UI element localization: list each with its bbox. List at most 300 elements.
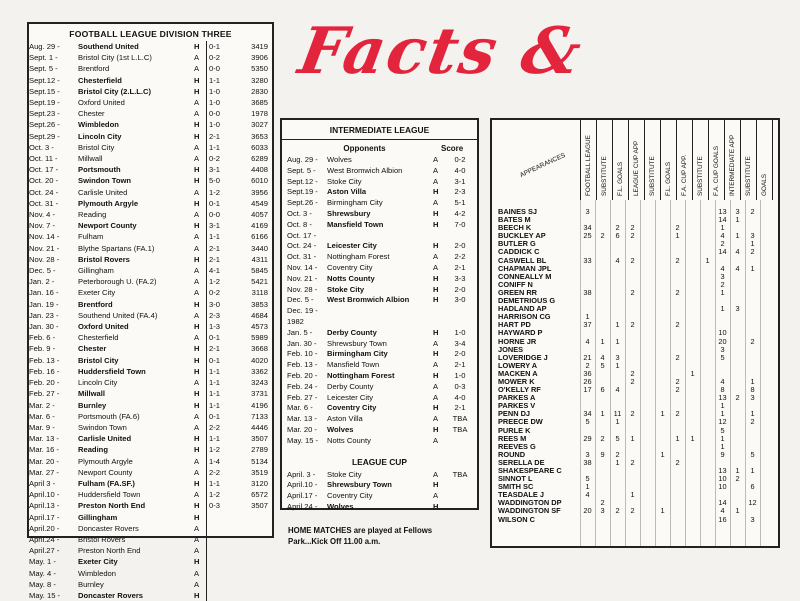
intermediate-venue: H xyxy=(433,295,439,305)
intermediate-venue: A xyxy=(433,392,439,402)
player-stat xyxy=(700,338,715,346)
player-row xyxy=(492,402,780,410)
player-stat xyxy=(760,483,775,491)
appearances-column-label: FOOTBALL LEAGUE xyxy=(585,135,592,196)
intermediate-row xyxy=(282,414,477,425)
player-stat xyxy=(655,273,670,281)
fixture-opponent: Gillingham xyxy=(78,512,118,522)
player-row xyxy=(492,427,780,435)
intermediate-opponent: Mansfield Town xyxy=(327,360,380,370)
player-stat: 1 xyxy=(660,410,665,419)
player-stat xyxy=(595,427,610,435)
appearances-column-label: LEAGUE CUP APP xyxy=(633,140,640,196)
player-stat xyxy=(730,459,745,467)
player-name: PURLE K xyxy=(498,426,531,435)
fixture-attendance: 5421 xyxy=(251,277,268,287)
intermediate-score: 1-0 xyxy=(454,370,466,380)
fixture-row xyxy=(29,265,272,276)
player-stat xyxy=(595,443,610,451)
fixture-score: 0-1 xyxy=(206,332,236,343)
intermediate-row xyxy=(282,177,477,188)
fixture-row xyxy=(29,97,272,108)
fixture-venue: A xyxy=(194,277,200,287)
fixture-opponent: Chester xyxy=(78,109,105,119)
fixture-row xyxy=(29,343,272,354)
player-stat: 5 xyxy=(720,353,725,362)
division-three-fixtures xyxy=(27,22,274,600)
fixture-row xyxy=(29,52,272,63)
fixture-attendance: 6166 xyxy=(251,232,268,242)
fixture-attendance: 1978 xyxy=(251,109,268,119)
player-row xyxy=(492,281,780,289)
player-stat xyxy=(655,402,670,410)
player-stat xyxy=(700,346,715,354)
player-stat: 10 xyxy=(718,329,727,338)
player-name: HADLAND AP xyxy=(498,305,547,314)
intermediate-row xyxy=(282,317,477,328)
intermediate-opponent: Wolves xyxy=(327,155,352,164)
intermediate-opponent: Leicester City xyxy=(327,241,377,251)
fixture-venue: H xyxy=(194,478,200,488)
player-stat xyxy=(760,386,775,394)
intermediate-row xyxy=(282,155,477,166)
player-stat: 4 xyxy=(600,353,605,362)
player-row xyxy=(492,265,780,273)
player-stat xyxy=(760,475,775,483)
intermediate-row xyxy=(282,187,477,198)
player-stat xyxy=(760,224,775,232)
intermediate-row xyxy=(282,274,477,285)
fixture-venue: A xyxy=(194,523,200,533)
fixture-date: Sept. 5 - xyxy=(29,64,58,74)
player-stat xyxy=(610,475,625,483)
player-stat: 3 xyxy=(750,232,755,241)
player-stat xyxy=(700,216,715,224)
intermediate-row xyxy=(282,436,477,447)
player-stat: 11 xyxy=(613,410,622,419)
appearances-column-headers xyxy=(580,120,788,200)
fixture-score: 1-1 xyxy=(206,75,236,86)
appearances-column-header xyxy=(612,120,628,200)
fixture-opponent: Doncaster Rovers xyxy=(78,590,143,600)
fixture-venue: A xyxy=(194,310,200,320)
player-row xyxy=(492,378,780,386)
player-stat: 2 xyxy=(675,458,680,467)
player-stat xyxy=(655,338,670,346)
player-stat: 1 xyxy=(690,434,695,443)
player-stat xyxy=(685,232,700,240)
appearances-column-header xyxy=(580,120,596,200)
player-name: CONNEALLY M xyxy=(498,272,552,281)
opponents-header: Opponents xyxy=(343,144,386,153)
intermediate-row xyxy=(282,403,477,414)
fixture-opponent: Bristol Rovers xyxy=(78,254,130,264)
intermediate-venue: H xyxy=(433,480,439,490)
intermediate-row xyxy=(282,209,477,220)
fixture-date: Jan. 19 - xyxy=(29,299,59,309)
player-stat xyxy=(685,467,700,475)
player-stat xyxy=(595,483,610,491)
fixture-score: 0-0 xyxy=(206,63,236,74)
player-row xyxy=(492,516,780,524)
player-name: WADDINGTON SF xyxy=(498,507,561,516)
player-stat xyxy=(595,224,610,232)
player-stat xyxy=(610,394,625,402)
fixture-attendance: 6572 xyxy=(251,490,268,500)
player-stat xyxy=(655,394,670,402)
player-stat xyxy=(640,354,655,362)
fixture-venue: A xyxy=(194,579,200,589)
fixture-date: Nov. 4 - xyxy=(29,210,56,220)
appearances-column-label: F.L. GOALS xyxy=(617,161,624,196)
player-stat xyxy=(655,232,670,240)
player-stat xyxy=(580,281,595,289)
player-stat xyxy=(760,467,775,475)
fixture-date: April.24 - xyxy=(29,534,60,544)
fixture-score: 2-1 xyxy=(206,131,236,142)
intermediate-date: Nov. 14 - xyxy=(287,262,318,272)
player-stat xyxy=(595,475,610,483)
player-stat xyxy=(760,410,775,418)
player-name: HART PD xyxy=(498,321,531,330)
player-stat xyxy=(730,362,745,370)
fixture-date: Feb. 6 - xyxy=(29,333,56,343)
player-stat: 3 xyxy=(750,515,755,524)
player-row xyxy=(492,224,780,232)
player-stat xyxy=(640,418,655,426)
player-stat xyxy=(730,346,745,354)
player-stat xyxy=(580,346,595,354)
fixture-opponent: Swindon Town xyxy=(78,422,127,432)
player-stat xyxy=(760,313,775,321)
fixture-venue: A xyxy=(194,467,200,477)
intermediate-score: 2-1 xyxy=(454,262,466,272)
player-stat xyxy=(685,281,700,289)
fixture-row xyxy=(29,411,272,422)
player-name: MACKEN A xyxy=(498,369,538,378)
player-stat: 2 xyxy=(630,288,635,297)
player-stat xyxy=(580,265,595,273)
player-stat xyxy=(640,224,655,232)
player-stat xyxy=(685,475,700,483)
intermediate-date: Nov. 21 - xyxy=(287,273,318,283)
player-stat: 3 xyxy=(750,394,755,403)
fixture-date: Nov. 21 - xyxy=(29,243,60,253)
player-stat xyxy=(685,338,700,346)
fixture-date: Feb. 13 - xyxy=(29,355,60,365)
fixture-date: April.10 - xyxy=(29,490,60,500)
fixture-date: Mar. 9 - xyxy=(29,422,55,432)
player-stat xyxy=(685,273,700,281)
player-stat xyxy=(685,483,700,491)
player-stat xyxy=(625,297,640,305)
player-row xyxy=(492,507,780,515)
intermediate-heading: INTERMEDIATE LEAGUE xyxy=(282,120,477,140)
fixture-venue: A xyxy=(194,243,200,253)
player-stat xyxy=(655,354,670,362)
appearances-column-header xyxy=(756,120,772,200)
player-stat xyxy=(655,418,670,426)
appearances-column-label: F.L. GOALS xyxy=(665,161,672,196)
player-stat: 1 xyxy=(615,361,620,370)
player-stat xyxy=(700,459,715,467)
fixture-row xyxy=(29,164,272,175)
player-stat xyxy=(700,410,715,418)
player-stat: 1 xyxy=(600,337,605,346)
player-stat: 5 xyxy=(750,450,755,459)
fixture-score: 1-0 xyxy=(206,97,236,108)
intermediate-opponent: Stoke City xyxy=(327,284,365,294)
player-stat: 2 xyxy=(630,377,635,386)
player-stat: 3 xyxy=(585,450,590,459)
fixture-venue: A xyxy=(194,568,200,578)
fixture-venue: H xyxy=(194,176,200,186)
fixture-row xyxy=(29,422,272,433)
player-stat xyxy=(670,338,685,346)
player-stat: 1 xyxy=(615,337,620,346)
player-stat: 2 xyxy=(735,475,740,484)
fixture-venue: A xyxy=(194,378,200,388)
player-stat xyxy=(760,232,775,240)
player-stat: 36 xyxy=(583,369,592,378)
player-stat xyxy=(730,338,745,346)
intermediate-opponent: Wolves xyxy=(327,424,354,434)
player-stat xyxy=(745,402,760,410)
fixture-row xyxy=(29,243,272,254)
player-stat xyxy=(640,216,655,224)
appearances-column-header xyxy=(596,120,612,200)
player-name: SINNOT L xyxy=(498,475,533,484)
fixture-score: 2-1 xyxy=(206,254,236,265)
intermediate-opponent: Coventry City xyxy=(327,491,373,501)
player-stat: 2 xyxy=(630,458,635,467)
player-stat xyxy=(625,362,640,370)
fixture-score: 1-2 xyxy=(206,187,236,198)
player-stat: 2 xyxy=(735,394,740,403)
intermediate-score xyxy=(443,491,477,502)
player-stat: 3 xyxy=(720,272,725,281)
fixture-attendance: 3956 xyxy=(251,187,268,197)
fixture-opponent: Lincoln City xyxy=(78,378,118,388)
fixture-venue: H xyxy=(194,557,200,567)
fixture-attendance: 3027 xyxy=(251,120,268,130)
intermediate-row xyxy=(282,470,477,481)
player-stat xyxy=(730,491,745,499)
player-stat xyxy=(700,378,715,386)
player-stat xyxy=(640,248,655,256)
player-stat: 1 xyxy=(750,467,755,475)
player-stat: 1 xyxy=(630,434,635,443)
player-stat xyxy=(670,402,685,410)
intermediate-row xyxy=(282,339,477,350)
fixture-row xyxy=(29,220,272,231)
player-stat: 10 xyxy=(718,475,727,484)
fixture-venue: A xyxy=(194,53,200,63)
player-stat xyxy=(670,483,685,491)
fixture-score: 3-1 xyxy=(206,220,236,231)
player-name: ROUND xyxy=(498,450,526,459)
intermediate-date: April.17 - xyxy=(287,491,318,501)
fixture-venue: H xyxy=(194,501,200,511)
player-stat: 2 xyxy=(600,434,605,443)
player-stat xyxy=(640,451,655,459)
player-name: TEASDALE J xyxy=(498,491,544,500)
appearances-table xyxy=(490,118,780,548)
fixture-attendance: 7133 xyxy=(251,411,268,421)
fixture-opponent: Southend United xyxy=(78,42,139,51)
player-stat xyxy=(595,418,610,426)
player-stat xyxy=(670,491,685,499)
fixture-row xyxy=(29,321,272,332)
player-row xyxy=(492,435,780,443)
player-name: BUCKLEY AP xyxy=(498,232,546,241)
player-stat xyxy=(670,248,685,256)
player-stat: 20 xyxy=(583,507,592,516)
fixture-date: Mar. 20 - xyxy=(29,456,59,466)
player-stat xyxy=(745,273,760,281)
player-stat xyxy=(625,338,640,346)
player-stat xyxy=(670,208,685,216)
player-stat xyxy=(640,208,655,216)
player-row xyxy=(492,459,780,467)
player-stat xyxy=(745,297,760,305)
fixture-score: 3-0 xyxy=(206,299,236,310)
player-stat xyxy=(655,321,670,329)
intermediate-opponent: West Bromwich Albion xyxy=(327,165,403,175)
player-stat xyxy=(760,265,775,273)
fixture-attendance: 4169 xyxy=(251,221,268,231)
player-stat: 1 xyxy=(600,410,605,419)
player-stat xyxy=(745,281,760,289)
fixture-row xyxy=(29,86,272,97)
fixture-attendance: 3685 xyxy=(251,98,268,108)
fixture-score: 0-1 xyxy=(206,411,236,422)
fixture-score: 1-1 xyxy=(206,366,236,377)
intermediate-date: Mar. 20 - xyxy=(287,424,317,434)
facts-title: Facts & xyxy=(293,14,589,89)
player-stat xyxy=(655,386,670,394)
player-stat: 1 xyxy=(585,483,590,492)
player-row xyxy=(492,232,780,240)
player-stat xyxy=(595,281,610,289)
player-stat xyxy=(730,451,745,459)
player-stat xyxy=(700,451,715,459)
player-stat xyxy=(610,281,625,289)
fixture-opponent: Oxford United xyxy=(78,322,129,332)
fixture-opponent: Preston North End xyxy=(78,501,146,511)
player-stat: 2 xyxy=(615,224,620,233)
player-stat xyxy=(745,305,760,313)
player-stat xyxy=(640,329,655,337)
fixture-attendance: 3243 xyxy=(251,378,268,388)
player-name: CONIFF N xyxy=(498,280,533,289)
player-stat xyxy=(640,378,655,386)
fixture-opponent: Burnley xyxy=(78,579,104,589)
player-row xyxy=(492,467,780,475)
player-stat: 1 xyxy=(675,434,680,443)
player-stat xyxy=(685,378,700,386)
player-stat xyxy=(595,248,610,256)
player-stat xyxy=(700,483,715,491)
player-stat xyxy=(685,516,700,524)
fixture-attendance: 3120 xyxy=(251,478,268,488)
player-stat: 1 xyxy=(750,410,755,419)
player-row xyxy=(492,410,780,418)
player-stat xyxy=(700,499,715,507)
fixture-venue: H xyxy=(194,254,200,264)
intermediate-date: April. 3 - xyxy=(287,469,316,479)
player-stat xyxy=(685,329,700,337)
fixture-attendance: 3731 xyxy=(251,389,268,399)
fixture-row xyxy=(29,209,272,220)
player-stat: 1 xyxy=(660,450,665,459)
player-stat xyxy=(760,394,775,402)
fixture-opponent: Carlisle United xyxy=(78,187,128,197)
player-stat: 3 xyxy=(600,507,605,516)
player-stat xyxy=(640,516,655,524)
appearances-column-label: SUBSTITUTE xyxy=(697,156,704,196)
player-stat xyxy=(610,378,625,386)
player-stat: 17 xyxy=(583,386,592,395)
fixture-score xyxy=(206,556,236,567)
fixture-opponent: Exeter City xyxy=(78,557,118,567)
intermediate-date: Mar. 13 - xyxy=(287,414,317,424)
player-stat xyxy=(760,248,775,256)
appearances-column-label: INTERMEDIATE APP xyxy=(729,134,736,196)
intermediate-opponent: Leicester City xyxy=(327,392,374,402)
fixture-opponent: Bristol City (1st L.L.C) xyxy=(78,53,152,63)
player-stat: 1 xyxy=(720,288,725,297)
player-stat: 26 xyxy=(583,377,592,386)
player-name: SHAKESPEARE C xyxy=(498,467,562,475)
fixture-venue: H xyxy=(194,434,200,444)
intermediate-date: Nov. 28 - xyxy=(287,284,318,294)
fixture-date: Nov. 14 - xyxy=(29,232,60,242)
player-stat xyxy=(760,338,775,346)
player-stat xyxy=(610,483,625,491)
fixture-row xyxy=(29,63,272,74)
player-stat xyxy=(730,443,745,451)
player-stat xyxy=(700,435,715,443)
player-stat xyxy=(670,305,685,313)
fixture-row xyxy=(29,467,272,478)
intermediate-score: 4-0 xyxy=(454,392,466,402)
player-stat xyxy=(655,370,670,378)
fixture-attendance: 3853 xyxy=(251,299,268,309)
player-stat xyxy=(760,321,775,329)
player-stat xyxy=(610,329,625,337)
fixture-date: Oct. 20 - xyxy=(29,176,59,186)
fixture-venue: A xyxy=(194,232,200,242)
intermediate-date: 1982 xyxy=(287,316,304,326)
player-stat: 1 xyxy=(615,458,620,467)
fixture-opponent: Wimbledon xyxy=(78,120,119,130)
player-name: MOWER K xyxy=(498,377,535,386)
intermediate-opponent: Wolves xyxy=(327,501,354,511)
fixture-row xyxy=(29,75,272,86)
appearances-column-label: F.A. CUP GOALS xyxy=(713,146,720,196)
player-stat xyxy=(670,362,685,370)
player-stat xyxy=(610,402,625,410)
player-stat xyxy=(655,208,670,216)
player-stat xyxy=(730,410,745,418)
player-stat: 2 xyxy=(750,248,755,257)
fixture-venue: H xyxy=(194,42,200,51)
intermediate-venue: H xyxy=(433,403,439,413)
intermediate-score xyxy=(443,231,477,242)
fixture-venue: A xyxy=(194,422,200,432)
fixture-venue: H xyxy=(194,299,200,309)
